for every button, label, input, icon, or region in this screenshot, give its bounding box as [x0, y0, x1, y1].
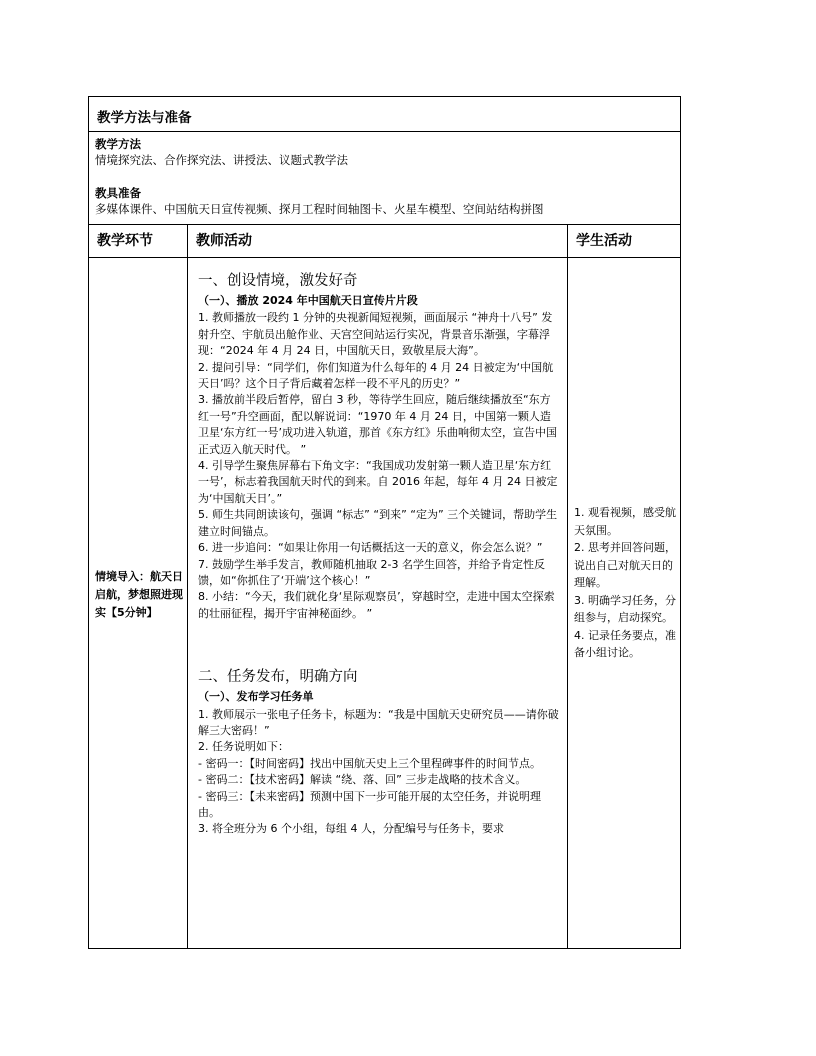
section1-para: 6. 进一步追问：“如果让你用一句话概括这一天的意义，你会怎么说？” — [198, 541, 543, 555]
section1-para: 7. 鼓励学生举手发言，教师随机抽取 2-3 名学生回答，并给予肯定性反馈，如“你抓住了‘开端’这个核心！” — [198, 557, 545, 587]
student-item: 4. 记录任务要点，准备小组讨论。 — [574, 628, 676, 659]
section1-para: 4. 引导学生聚焦屏幕右下角文字：“我国成功发射第一颗人造卫星‘东方红一号’，标志着我国航天时代的到来。自 2016 年起，每年 4 月 24 日被定为‘中国航天日’。” — [198, 459, 558, 505]
section2-para: - 密码三：【未来密码】预测中国下一步可能开展的太空任务，并说明理由。 — [198, 789, 541, 819]
section1-para: 3. 播放前半段后暂停，留白 3 秒，等待学生回应，随后继续播放至“东方红一号”升空画面，配以解说词：“1970 年 4 月 24 日，中国第一颗人造卫星‘东方红一号’成功进入轨道，那首《东方红》乐曲响彻太空，宣告中国正式迈入航天时代。 ” — [198, 393, 557, 456]
teacher-activity-cell — [188, 258, 568, 949]
methods-label: 教学方法 — [95, 137, 141, 151]
header-stage: 教学环节 — [89, 225, 188, 258]
header-student: 学生活动 — [568, 225, 681, 258]
tools-label: 教具准备 — [95, 186, 141, 200]
tools-text: 多媒体课件、中国航天日宣传视频、探月工程时间轴图卡、火星车模型、空间站结构拼图 — [95, 202, 544, 216]
section1-para: 5. 师生共同朗读该句，强调 “标志” “到来” “定为” 三个关键词，帮助学生建立时间锚点。 — [198, 508, 558, 538]
section1-para: 1. 教师播放一段约 1 分钟的央视新闻短视频，画面展示 “神舟十八号” 发射升空、宇航员出舱作业、天宫空间站运行实况，背景音乐渐强，字幕浮现：“2024 年 4 月 24 日，中国航天日，致敬星辰大海”。 — [198, 311, 553, 358]
student-item: 2. 思考并回答问题，说出自己对航天日的理解。 — [574, 541, 676, 589]
doc-title: 教学方法与准备 — [97, 110, 192, 126]
preparation-cell — [89, 132, 681, 225]
section1-para: 2. 提问引导：“同学们，你们知道为什么每年的 4 月 24 日被定为‘中国航天日’吗？这个日子背后藏着怎样一段不平凡的历史？” — [198, 360, 554, 391]
student-item: 1. 观看视频，感受航天氛围。 — [574, 506, 676, 537]
section1-para: 8. 小结：“今天，我们就化身‘星际观察员’，穿越时空，走进中国太空探索的壮丽征程，揭开宇宙神秘面纱。 ” — [198, 590, 555, 620]
lesson-plan-table — [88, 96, 681, 949]
section2-para: 1. 教师展示一张电子任务卡，标题为：“我是中国航天史研究员——请你破解三大密码！” — [198, 707, 559, 737]
stage-cell — [89, 258, 188, 949]
title-cell — [89, 97, 681, 132]
stage-text: 情境导入：航天日启航，梦想照进现实【5分钟】 — [95, 570, 183, 619]
section2-para: 3. 将全班分为 6 个小组，每组 4 人，分配编号与任务卡，要求 — [198, 822, 504, 836]
student-item: 3. 明确学习任务，分组参与，启动探究。 — [574, 593, 676, 624]
student-activity-cell — [568, 258, 681, 949]
section2-subtitle: （一）、发布学习任务单 — [198, 690, 314, 704]
section1-subtitle: （一）、播放 2024 年中国航天日宣传片片段 — [198, 294, 418, 307]
section2-title: 二、任务发布，明确方向 — [198, 669, 358, 686]
methods-text: 情境探究法、合作探究法、讲授法、议题式教学法 — [95, 153, 348, 167]
header-teacher: 教师活动 — [188, 225, 568, 258]
section1-title: 一、创设情境，激发好奇 — [198, 273, 358, 289]
section2-para: - 密码二：【技术密码】解读 “绕、落、回” 三步走战略的技术含义。 — [198, 773, 527, 787]
section2-para: - 密码一：【时间密码】找出中国航天史上三个里程碑事件的时间节点。 — [198, 756, 541, 770]
section2-para: 2. 任务说明如下： — [198, 740, 289, 754]
